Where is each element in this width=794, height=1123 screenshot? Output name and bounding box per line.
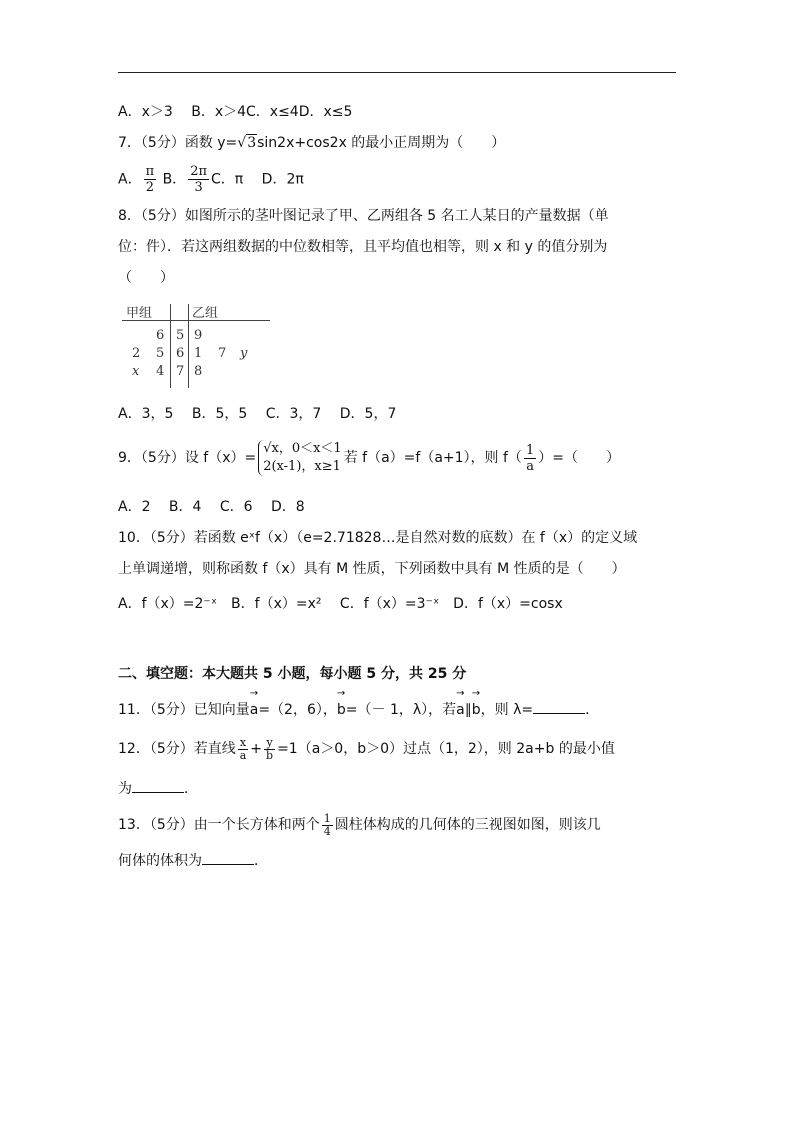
stem-leaf-header-left: 甲组 [126,306,153,321]
q8-line-2: 位：件）．若这两组数据的中位数相等，且平均值也相等，则 x 和 y 的值分别为 [118,239,608,255]
q11-text: ． [585,702,600,718]
answer-blank [132,778,184,793]
leaf-right: 1 [194,346,203,361]
stem-leaf-plot [122,300,274,390]
q7-option-b-fraction [188,164,209,195]
fraction-numerator: 2π [190,164,208,179]
leaf-left: 2 [132,346,141,361]
q9-suffix: ）=（ ） [538,450,620,466]
q7-option-a-fraction [144,164,157,195]
stem-leaf-divider-left [170,304,171,388]
fraction-numerator: π [145,164,155,179]
q13-line-2 [118,850,268,871]
q12-line-2 [118,778,198,799]
q12-text: 为 [118,781,132,797]
q13-text: 何体的体积为 [118,853,202,869]
q7-options [118,164,304,195]
stem-leaf-header-right: 乙组 [192,306,219,321]
q9-fraction [524,443,536,474]
q12-text: =1（a＞0，b＞0）过点（1，2），则 2a+b 的最小值 [277,741,615,757]
q7-option-b-label: B． [158,171,187,188]
stem: 7 [176,364,185,379]
q13-text: 圆柱体构成的几何体的三视图如图，则该几 [334,817,601,833]
q11-text: =（2，6）， [258,702,337,718]
plus-sign: + [250,741,263,757]
q12-text: 12．（5分）若直线 [118,741,236,757]
answer-blank [202,850,254,865]
fraction-numerator: x [238,737,249,750]
q9-options: A．2 B．4 C．6 D．8 [118,499,305,515]
vector-b: → b [472,700,481,720]
fraction-denominator: 3 [194,180,203,195]
q10-line-1: 10．（5分）若函数 eˣf（x）（e=2.71828…是自然对数的底数）在 f（x）的定义域 [118,530,638,546]
leaf-right: 9 [194,328,203,343]
q10-line-2: 上单调递增，则称函数 f（x）具有 M 性质，下列函数中具有 M 性质的是（ ） [118,561,626,577]
leaf-right: y [240,346,248,361]
section-2-title: 二、填空题：本大题共 5 小题，每小题 5 分，共 25 分 [118,666,467,682]
fraction-denominator: 2 [145,180,154,195]
q11-text: =（－ 1，λ），若 [345,702,457,718]
fraction-denominator: b [266,748,274,762]
question-13 [118,808,601,842]
header-rule [118,72,676,73]
q11-text: 11．（5分）已知向量 [118,702,250,718]
question-11 [118,699,599,720]
leaf-right: 8 [194,364,203,379]
q9-middle: 若 f（a）=f（a+1），则 f（ [343,450,522,466]
stem-leaf-divider-right [188,304,189,388]
sqrt-symbol: √3 [237,135,257,151]
question-12 [118,734,615,764]
vector-a: → a [250,700,259,720]
stem: 6 [176,346,185,361]
q13-text: ． [254,853,268,869]
fraction-numerator: y [264,737,275,750]
q9-piecewise [258,440,342,476]
q8-line-3: （ ） [118,270,174,286]
q7-stem-suffix: sin2x+cos2x 的最小正周期为（ ） [257,135,506,151]
leaf-left: 4 [156,364,165,379]
leaf-left: x [132,364,140,379]
vector-b: → b [337,700,346,720]
vector-a: → a [456,700,465,720]
q9-case-1: √x，0＜x＜1 [263,441,342,456]
fraction-denominator: 4 [323,824,331,838]
q12-text: ． [184,781,198,797]
fraction-y-over-b [264,737,275,762]
q7-option-a-label: A． [118,171,142,188]
stem: 5 [176,328,185,343]
q7-option-cd: C．π D．2π [211,171,304,188]
q9-case-2: 2(x-1)，x≥1 [263,459,341,474]
q10-options: A．f（x）=2⁻ˣ B．f（x）=x² C．f（x）=3⁻ˣ D．f（x）=cosx [118,596,563,612]
fraction-denominator: a [526,458,534,474]
q13-text: 13．（5分）由一个长方体和两个 [118,817,320,833]
fraction-one-quarter [322,813,333,838]
q11-text: ，则 λ= [480,702,534,718]
q7-stem-prefix: 7．（5分）函数 y= [118,135,238,151]
answer-blank [533,699,585,714]
fraction-x-over-a [238,737,249,762]
leaf-left: 6 [156,328,165,343]
question-9 [118,438,620,478]
parallel-symbol: ∥ [464,702,472,718]
leaf-left: 5 [156,346,165,361]
fraction-denominator: a [239,748,247,762]
q8-options: A．3，5 B．5，5 C．3，7 D．5，7 [118,406,397,422]
fraction-numerator: 1 [525,442,535,458]
question-7 [118,133,505,153]
q9-prefix: 9．（5分）设 f（x）= [118,450,257,466]
fraction-numerator: 1 [323,811,331,825]
q7-sqrt-arg: 3 [247,135,257,151]
stem-leaf-header-line [122,320,270,321]
q8-line-1: 8．（5分）如图所示的茎叶图记录了甲、乙两组各 5 名工人某日的产量数据（单 [118,208,609,224]
q6-options: A．x＞3 B．x＞4C．x≤4D．x≤5 [118,104,353,120]
leaf-right: 7 [218,346,227,361]
